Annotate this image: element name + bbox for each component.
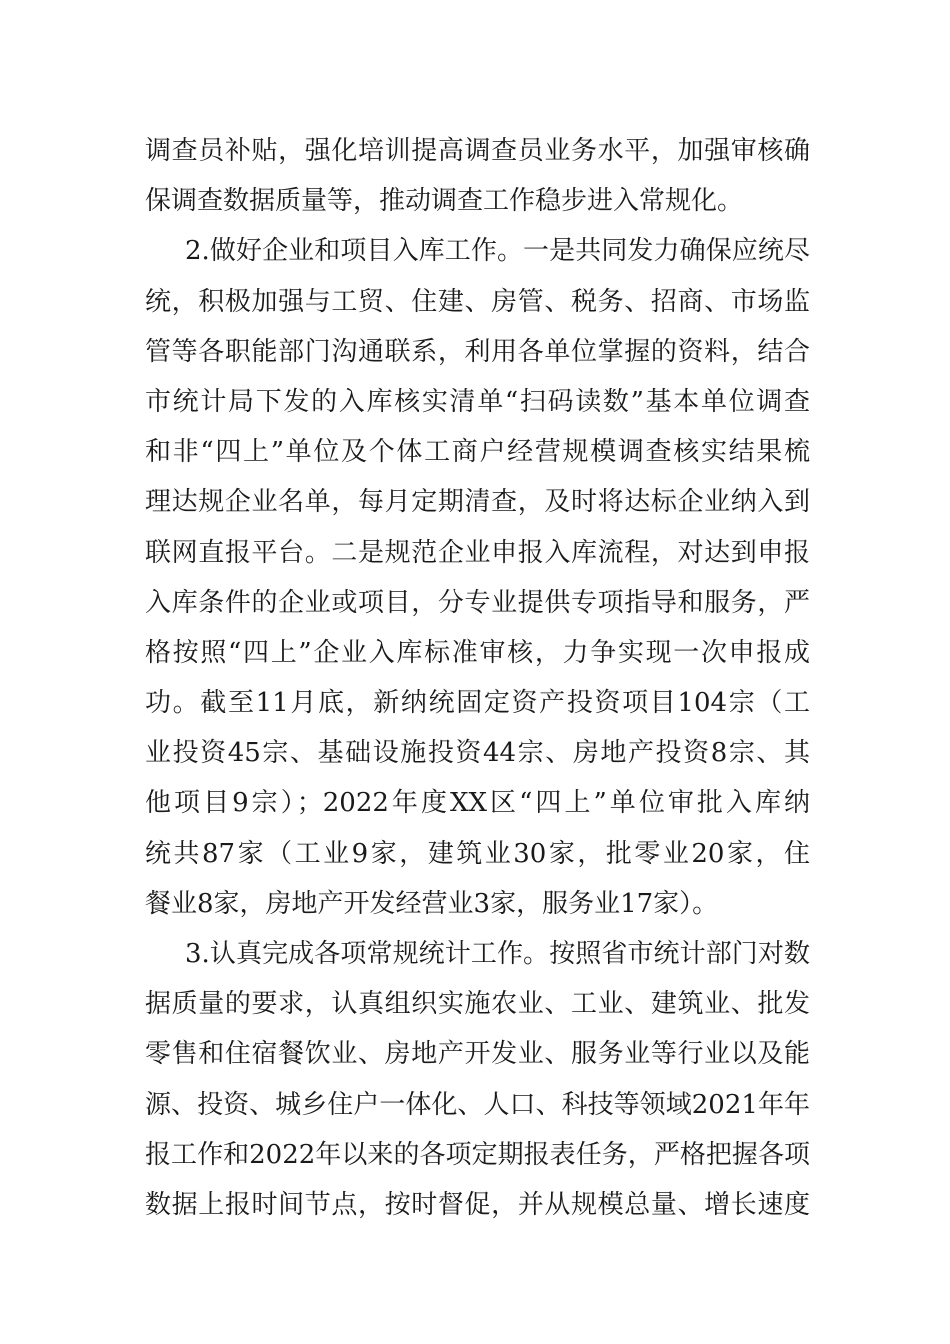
- text-line: 统共87家（工业9家，建筑业30家，批零业20家，住: [145, 838, 810, 869]
- text-line: 理达规企业名单，每月定期清查，及时将达标企业纳入到: [145, 487, 810, 518]
- text-line: 功。截至11月底，新纳统固定资产投资项目104宗（工: [145, 688, 810, 719]
- text-line: 餐业8家，房地产开发经营业3家，服务业17家）。: [145, 888, 719, 919]
- text-line: 保调查数据质量等，推动调查工作稳步进入常规化。: [145, 186, 744, 217]
- text-line: 调查员补贴，强化培训提高调查员业务水平，加强审核确: [145, 136, 810, 166]
- text-line: 联网直报平台。二是规范企业申报入库流程，对达到申报: [145, 537, 810, 568]
- document-body: [145, 126, 810, 1230]
- text-line: 业投资45宗、基础设施投资44宗、房地产投资8宗、其: [145, 738, 810, 769]
- text-line: 2.做好企业和项目入库工作。一是共同发力确保应统尽: [185, 236, 810, 267]
- text-line: 他项目9宗）；2022年度XX区“四上”单位审批入库纳: [145, 788, 810, 819]
- text-line: 和非“四上”单位及个体工商户经营规模调查核实结果梳: [145, 437, 810, 468]
- text-line: 源、投资、城乡住户一体化、人口、科技等领域2021年年: [145, 1089, 810, 1120]
- paragraph-2: [145, 226, 810, 929]
- text-line: 管等各职能部门沟通联系，利用各单位掌握的资料，结合: [145, 336, 810, 367]
- text-line: 据质量的要求，认真组织实施农业、工业、建筑业、批发: [145, 989, 810, 1020]
- paragraph-3: [145, 929, 810, 1230]
- text-line: 市统计局下发的入库核实清单“扫码读数”基本单位调查: [145, 386, 810, 417]
- text-line: 入库条件的企业或项目，分专业提供专项指导和服务，严: [145, 587, 810, 618]
- text-line: 数据上报时间节点，按时督促，并从规模总量、增长速度: [145, 1189, 810, 1220]
- text-line: 统，积极加强与工贸、住建、房管、税务、招商、市场监: [145, 286, 810, 317]
- text-line: 3.认真完成各项常规统计工作。按照省市统计部门对数: [185, 939, 810, 969]
- text-line: 报工作和2022年以来的各项定期报表任务，严格把握各项: [145, 1139, 810, 1170]
- text-line: 零售和住宿餐饮业、房地产开发业、服务业等行业以及能: [145, 1039, 810, 1070]
- paragraph-1: [145, 126, 810, 226]
- text-line: 格按照“四上”企业入库标准审核，力争实现一次申报成: [145, 637, 810, 668]
